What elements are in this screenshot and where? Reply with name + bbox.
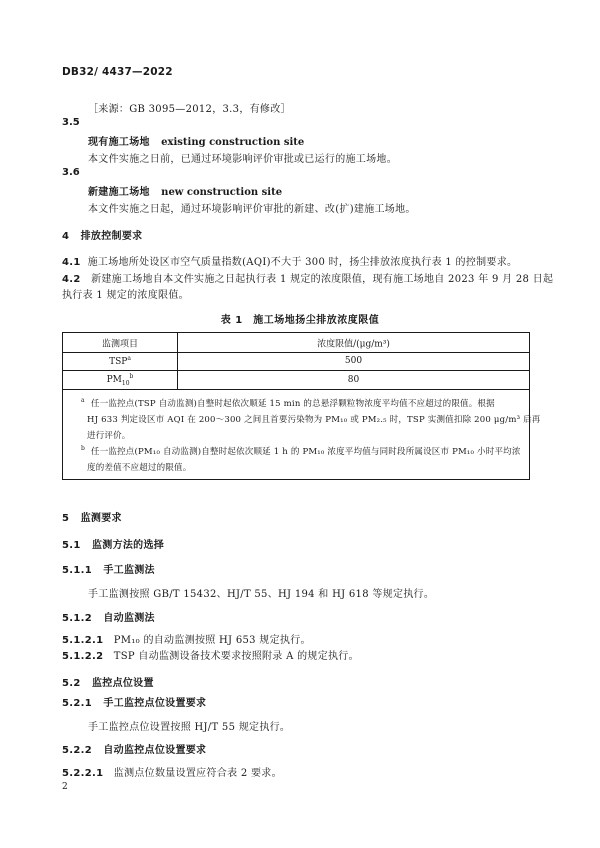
section-4-heading	[62, 227, 142, 242]
row-value: 500	[344, 356, 363, 366]
term-en: existing construction site	[161, 137, 305, 148]
table-1-caption: 表 1 施工场地扬尘排放浓度限值	[220, 315, 380, 326]
table-note-b: b 任一监控点(PM₁₀ 自动监测)自整时起依次顺延 1 h 的 PM₁₀ 浓度平均值与同时段所属设区市 PM₁₀ 小时平均浓 度的差值不应超过的限值。	[81, 445, 521, 473]
clause-5-1-2-2: 5.1.2.2 TSP 自动监测设备技术要求按照附录 A 的规定执行。	[62, 651, 359, 662]
row-item: $PM_{10}^b$	[106, 372, 134, 387]
section-title: 排放控制要求	[80, 231, 143, 242]
clause-number: 4.2	[62, 274, 81, 285]
clause-3-6-term	[88, 183, 282, 198]
table-1	[62, 332, 541, 480]
section-5-heading	[62, 509, 122, 524]
table-row	[63, 370, 529, 390]
clause-5-2-2-heading: 5.2.2 自动监控点位设置要求	[62, 745, 207, 756]
header-item: 监测项目	[101, 339, 138, 349]
table-note-a: a 任一监控点(TSP 自动监测)自整时起依次顺延 15 min 的总悬浮颗粒物浓度平均值不应超过的限值。根据 HJ 633 判定设区市 AQI 在 200～300 之间且首要污染物为 PM₁₀ 或 PM₂.₅ 时，TSP 实测值扣除 200 μg/m³ 后再 进行评价。	[81, 397, 541, 441]
clause-5-1-2-1: 5.1.2.1 PM₁₀ 的自动监测按照 HJ 653 规定执行。	[62, 635, 311, 646]
clause-5-2-2-1: 5.2.2.1 监测点位数量设置应符合表 2 要求。	[62, 768, 282, 779]
term-cn: 现有施工场地	[88, 137, 150, 148]
clause-4-1	[62, 253, 517, 268]
row-item: TSP$^a$	[109, 355, 131, 367]
clause-text: 新建施工场地自本文件实施之日起执行表 1 规定的浓度限值，现有施工场地自 2023 年 9 月 28 日起	[91, 274, 554, 285]
clause-3-6-number: 3.6	[62, 167, 80, 178]
clause-3-5-number: 3.5	[62, 117, 80, 128]
source-note: ［来源：GB 3095—2012，3.3，有修改］	[88, 104, 291, 115]
table-row	[63, 352, 529, 371]
clause-3-6-definition: 本文件实施之日起，通过环境影响评价审批的新建、改(扩)建施工场地。	[88, 204, 416, 215]
clause-5-1-2-heading: 5.1.2 自动监测法	[62, 613, 155, 624]
section-number: 5	[62, 513, 70, 524]
section-title: 监测要求	[80, 513, 122, 524]
clause-number: 4.1	[62, 257, 81, 268]
term-en: new construction site	[161, 187, 283, 198]
clause-4-2-line2: 执行表 1 规定的浓度限值。	[62, 290, 189, 301]
row-value: 80	[347, 374, 360, 385]
standard-code: DB32/ 4437—2022	[62, 66, 173, 78]
clause-5-2-1-body: 手工监控点位设置按照 HJ/T 55 规定执行。	[88, 722, 291, 733]
clause-5-1-1-body: 手工监测按照 GB/T 15432、HJ/T 55、HJ 194 和 HJ 618 等规定执行。	[88, 589, 435, 600]
clause-5-1-1-heading: 5.1.1 手工监测法	[62, 565, 155, 576]
clause-5-1-heading: 5.1 监测方法的选择	[62, 540, 165, 551]
section-number: 4	[62, 231, 70, 242]
clause-3-5-definition: 本文件实施之日前，已通过环境影响评价审批或已运行的施工场地。	[88, 154, 397, 165]
clause-text: 施工场地所处设区市空气质量指数(AQI)不大于 300 时，扬尘排放浓度执行表 1 的控制要求。	[87, 257, 518, 268]
clause-5-2-1-heading: 5.2.1 手工监控点位设置要求	[62, 698, 207, 709]
header-limit: 浓度限值/(μg/m³)	[317, 339, 390, 349]
table-header-row	[63, 333, 529, 353]
page-number: 2	[62, 782, 68, 792]
clause-3-5-term	[88, 133, 304, 148]
clause-4-2-line1	[62, 270, 553, 285]
term-cn: 新建施工场地	[88, 187, 150, 198]
clause-5-2-heading: 5.2 监控点位设置	[62, 678, 154, 689]
